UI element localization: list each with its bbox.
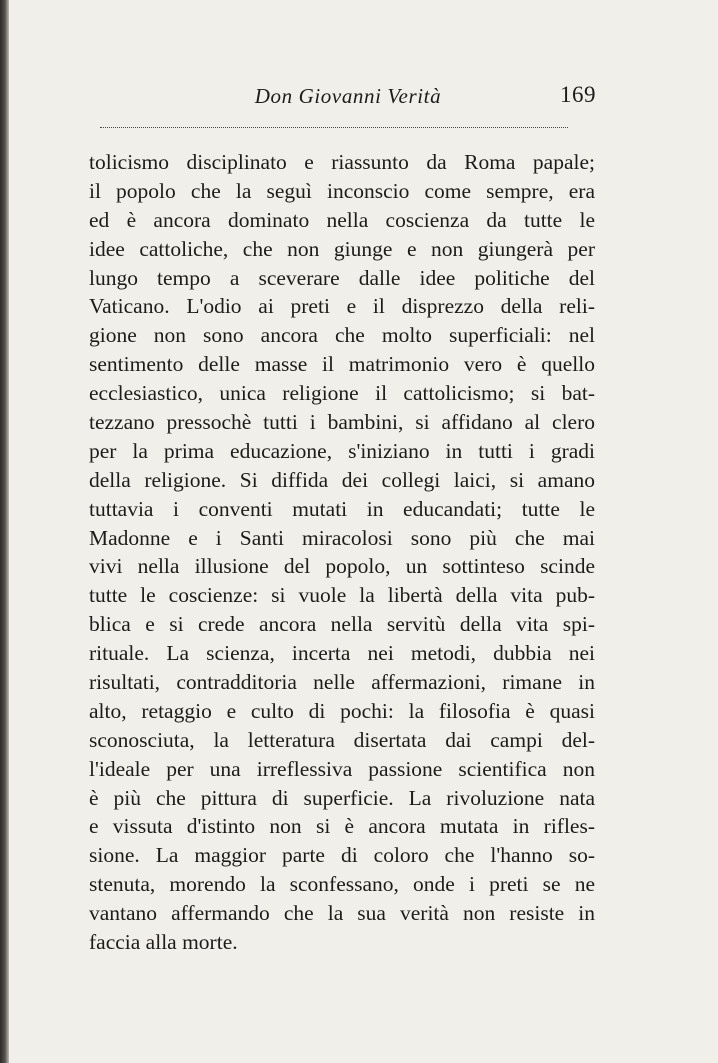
text-line: Vaticano. L'odio ai preti e il disprezzo della reli-: [89, 294, 595, 319]
body-paragraph: [89, 148, 595, 957]
text-line: tutte le coscienze: si vuole la libertà della vita pub-: [89, 583, 595, 608]
text-line: sione. La maggior parte di coloro che l'hanno so-: [89, 843, 595, 868]
running-head-title: Don Giovanni Verità: [254, 84, 442, 108]
running-head: [100, 80, 596, 116]
text-line: ed è ancora dominato nella coscienza da tutte le: [89, 207, 595, 232]
text-line: tuttavia i conventi mutati in educandati; tutte le: [89, 496, 595, 521]
text-line: idee cattoliche, che non giunge e non giungerà per: [89, 236, 595, 261]
text-line: rituale. La scienza, incerta nei metodi, dubbia nei: [89, 641, 595, 666]
text-line: l'ideale per una irreflessiva passione scientifica non: [89, 756, 595, 781]
text-line: è più che pittura di superficie. La rivoluzione nata: [89, 785, 595, 810]
text-line: sentimento delle masse il matrimonio vero è quello: [89, 352, 595, 377]
text-line-last: faccia alla morte.: [89, 930, 238, 955]
text-line: vantano affermando che la sua verità non resiste in: [89, 901, 595, 926]
text-line: Madonne e i Santi miracolosi sono più che mai: [89, 525, 595, 550]
text-line: e vissuta d'istinto non si è ancora mutata in rifles-: [89, 814, 595, 839]
text-line: per la prima educazione, s'iniziano in tutti i gradi: [89, 438, 595, 463]
header-dotted-rule: [100, 127, 568, 128]
text-line: alto, retaggio e culto di pochi: la filosofia è quasi: [89, 698, 595, 723]
text-line: blica e si crede ancora nella servitù della vita spi-: [89, 612, 595, 637]
text-line: lungo tempo a sceverare dalle idee politiche del: [89, 265, 595, 290]
text-line: ecclesiastico, unica religione il cattolicismo; si bat-: [89, 381, 595, 406]
text-line: della religione. Si diffida dei collegi laici, si amano: [89, 467, 595, 492]
text-line: vivi nella illusione del popolo, un sottinteso scinde: [89, 554, 595, 579]
text-line: risultati, contradditoria nelle affermazioni, rimane in: [89, 670, 595, 695]
text-line: gione non sono ancora che molto superficiali: nel: [89, 323, 595, 348]
text-line: tolicismo disciplinato e riassunto da Roma papale;: [89, 150, 595, 174]
text-line: il popolo che la seguì inconscio come sempre, era: [89, 178, 595, 203]
text-line: stenuta, morendo la sconfessano, onde i preti se ne: [89, 872, 595, 897]
text-line: tezzano pressochè tutti i bambini, si affidano al clero: [89, 410, 595, 435]
text-line: sconosciuta, la letteratura disertata dai campi del-: [89, 727, 595, 752]
page-number: 169: [560, 82, 596, 107]
